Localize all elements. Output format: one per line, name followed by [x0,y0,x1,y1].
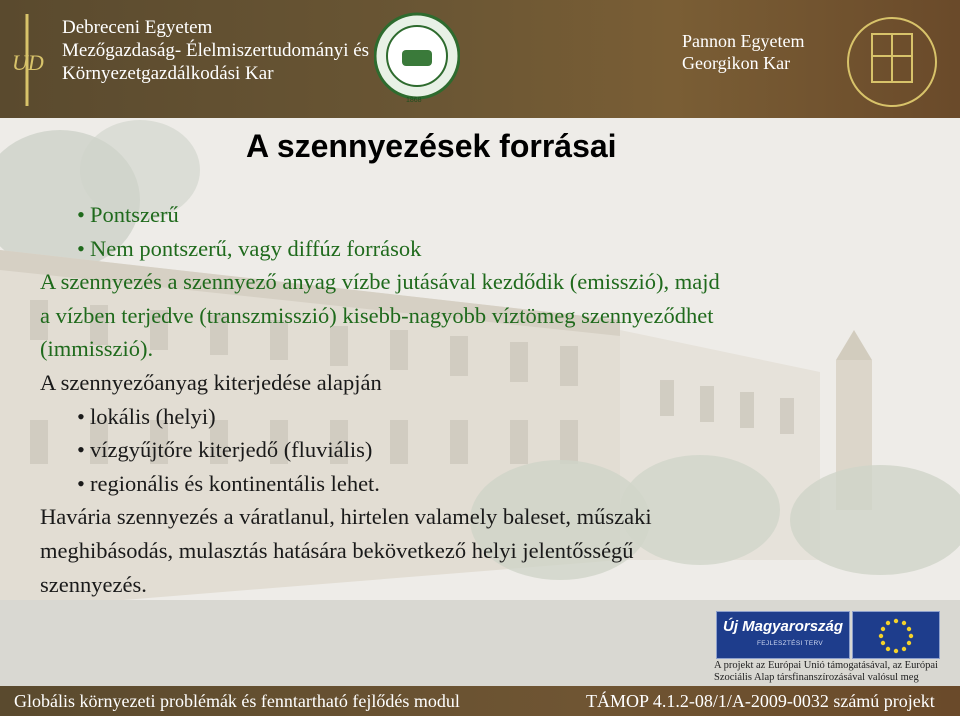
university-logo-icon [6,10,48,110]
eu-flag-logo [852,611,940,659]
slide-title: A szennyezések forrásai [246,128,617,164]
svg-text:UD: UD [12,50,44,75]
header-left-line-1: Debreceni Egyetem [62,17,213,38]
text-line: A szennyezés a szennyező anyag vízbe jutásával kezdődik (emisszió), majd [40,269,720,295]
text-line: (immisszió). [40,336,154,362]
header-bar [0,0,960,118]
eu-note-line-1: A projekt az Európai Unió támogatásával, az Európai [714,660,938,671]
slide-body [40,198,945,601]
pannon-crest-icon [842,12,942,112]
text-line: a vízben terjedve (transzmisszió) kisebb-nagyobb víztömeg szennyeződhet [40,302,714,328]
header-right-line-1: Pannon Egyetem [682,31,805,51]
text-line: A szennyezőanyag kiterjedése alapján [40,369,382,395]
umt-title: Új Magyarország [723,618,844,635]
bullet-line: • vízgyűjtőre kiterjedő (fluviális) [40,433,945,467]
bullet-line: • lokális (helyi) [40,400,945,434]
footer-bar [0,686,960,716]
footer-module-title: Globális környezeti problémák és fenntartható fejlődés modul [14,691,460,711]
footer-project-id: TÁMOP 4.1.2-08/1/A-2009-0032 számú projekt [586,691,935,711]
svg-text:1868: 1868 [406,97,422,104]
header-left-line-2: Mezőgazdaság- Élelmiszertudományi és [62,40,370,61]
text-line: szennyezés. [40,571,147,597]
uj-magyarorszag-logo [716,611,850,659]
header-left-line-3: Környezetgazdálkodási Kar [62,63,274,84]
bullet-line: • Pontszerű [40,198,945,232]
eu-note-line-2: Szociális Alap társfinanszírozásával valósul meg [714,672,919,683]
header-right-institution [682,30,804,74]
eu-stars-icon [853,612,939,658]
faculty-seal-icon [374,10,460,106]
umt-subtitle: FEJLESZTÉSI TERV [757,640,823,647]
header-left-institution [62,16,369,85]
text-line: Havária szennyezés a váratlanul, hirtelen valamely baleset, műszaki [40,504,652,530]
bullet-line: • regionális és kontinentális lehet. [40,467,945,501]
eu-funding-note [714,660,954,684]
bullet-line: • Nem pontszerű, vagy diffúz források [40,232,945,266]
text-line: meghibásodás, mulasztás hatására bekövetkező helyi jelentősségű [40,537,634,563]
header-right-line-2: Georgikon Kar [682,53,791,73]
